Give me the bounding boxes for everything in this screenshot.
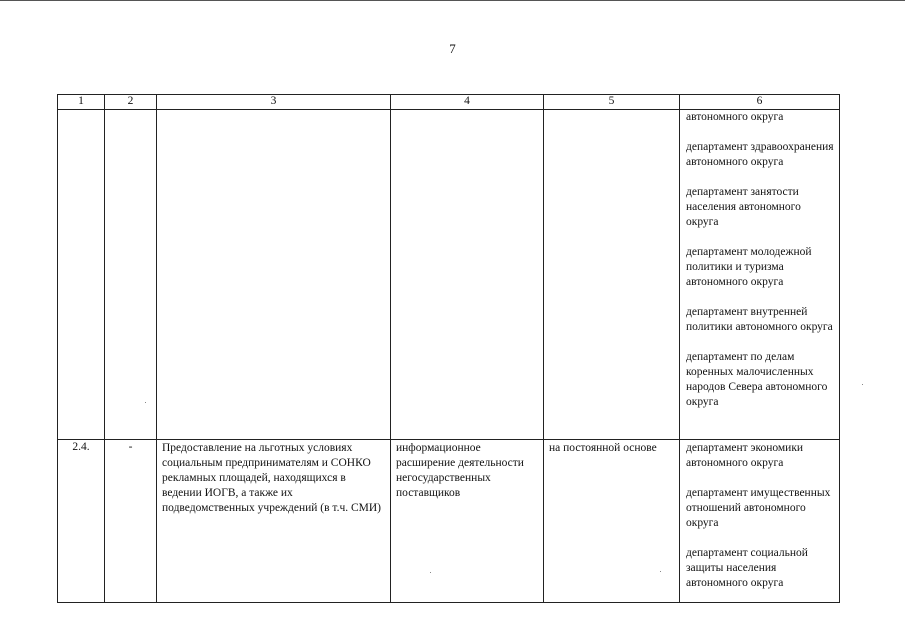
cell-term: на постоянной основе (544, 440, 680, 603)
cell-number: 2.4. (58, 440, 105, 603)
cell-responsible (680, 110, 840, 440)
measures-table (57, 94, 840, 603)
table-row-2-4 (58, 440, 840, 603)
cell-measure: Предоставление на льготных условиях социальным предпринимателям и СОНКО рекламных площадей, находящихся в ведении ИОГВ, а также их подведомственных учреждений (в т.ч. СМИ) (157, 440, 391, 603)
department-text: департамент внутренней политики автономного округа (686, 306, 833, 333)
cell-number (58, 110, 105, 440)
scan-speck (660, 571, 661, 572)
table-header-row (58, 95, 840, 110)
column-header-2: 2 (105, 95, 157, 110)
department-text: департамент здравоохранения автономного округа (686, 141, 834, 168)
column-header-4: 4 (391, 95, 544, 110)
department-text: автономного округа (686, 111, 784, 123)
department-text: департамент имущественных отношений автономного округа (686, 487, 831, 529)
column-header-6: 6 (680, 95, 840, 110)
column-header-3: 3 (157, 95, 391, 110)
cell-col2: - (105, 440, 157, 603)
page-number: 7 (449, 41, 456, 56)
table-row-continued (58, 110, 840, 440)
scan-speck (862, 384, 863, 385)
department-text: департамент занятости населения автономного округа (686, 186, 801, 228)
cell-measure (157, 110, 391, 440)
cell-responsible (680, 440, 840, 603)
cell-result (391, 110, 544, 440)
column-header-5: 5 (544, 95, 680, 110)
department-text: департамент молодежной политики и туризма автономного округа (686, 246, 812, 288)
scan-edge-line (0, 0, 905, 1)
column-header-1: 1 (58, 95, 105, 110)
cell-col2 (105, 110, 157, 440)
cell-term (544, 110, 680, 440)
scan-speck (430, 572, 431, 573)
department-text: департамент социальной защиты населения автономного округа (686, 547, 808, 589)
department-text: департамент по делам коренных малочисленных народов Севера автономного округа (686, 351, 828, 408)
cell-result: информационное расширение деятельности негосударственных поставщиков (391, 440, 544, 603)
department-text: департамент экономики автономного округа (686, 442, 804, 469)
scan-speck (145, 402, 146, 403)
